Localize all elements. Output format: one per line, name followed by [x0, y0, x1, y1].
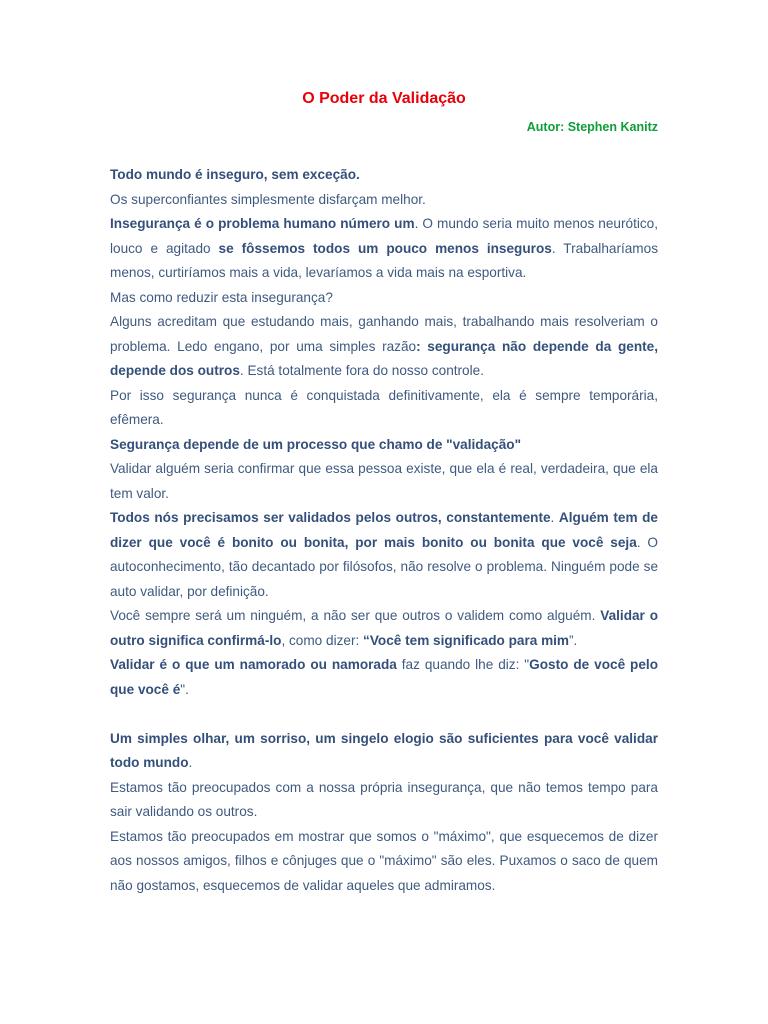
text-run: Você sempre será um ninguém, a não ser que outros o validem como alguém. — [110, 608, 601, 623]
paragraph — [110, 653, 658, 702]
bold-text-run: Todos nós precisamos ser validados pelos outros, constantemente — [110, 510, 551, 525]
paragraph — [110, 433, 658, 458]
text-run: . O mundo seria muito menos neurótico, louco e agitado — [110, 216, 658, 256]
text-run: Os superconfiantes simplesmente disfarçam melhor. — [110, 191, 426, 207]
paragraph — [110, 188, 658, 213]
text-run: faz quando lhe diz: " — [396, 657, 530, 672]
paragraph — [110, 506, 658, 604]
text-run: . O autoconhecimento, tão decantado por filósofos, não resolve o problema. Ninguém pode se auto validar, por definição. — [110, 534, 658, 599]
document-author: Autor: Stephen Kanitz — [526, 120, 658, 134]
bold-text-run: Gosto de você pelo que você é — [110, 657, 659, 697]
paragraph — [110, 457, 658, 506]
text-run: , como dizer: — [281, 632, 364, 648]
paragraph — [110, 384, 658, 433]
bold-text-run: Insegurança é o problema humano número um — [110, 216, 415, 231]
text-run: Mas como reduzir esta insegurança? — [110, 289, 333, 305]
bold-text-run: “Você tem significado para mim — [363, 632, 570, 648]
document-body — [110, 163, 658, 898]
text-run: Alguns acreditam que estudando mais, ganhando mais, trabalhando mais resolveriam o problema. Ledo engano, por uma simples razão — [110, 314, 658, 354]
text-run: ”. — [569, 632, 578, 648]
bold-text-run: Validar o outro significa confirmá-lo — [110, 608, 659, 648]
paragraph — [110, 825, 658, 899]
paragraph — [110, 310, 658, 384]
bold-text-run: Validar é o que um namorado ou namorada — [110, 657, 397, 672]
text-run: . — [550, 510, 559, 525]
bold-text-run: se fôssemos todos um pouco menos inseguros — [210, 240, 552, 256]
text-run: . Trabalharíamos menos, curtiríamos mais a vida, levaríamos a vida mais na esportiva. — [110, 240, 658, 280]
bold-text-run: Alguém tem de dizer que você é bonito ou bonita, por mais bonito ou bonita que você seja — [110, 510, 658, 550]
text-run: Estamos tão preocupados com a nossa própria insegurança, que não temos tempo para sair validando os outros. — [110, 779, 658, 819]
paragraph — [110, 604, 658, 653]
bold-text-run: : segurança não depende da gente, depende dos outros — [110, 338, 658, 378]
bold-text-run: Segurança depende de um processo que chamo de "validação" — [110, 436, 522, 452]
paragraph — [110, 212, 658, 286]
text-run: ". — [180, 681, 189, 697]
paragraph — [110, 727, 658, 776]
text-run: Estamos tão preocupados em mostrar que somos o "máximo", que esquecemos de dizer aos nossos amigos, filhos e cônjuges que o "máximo" são eles. Puxamos o saco de quem não gostamos, esquecemos de validar aqueles que admiramos. — [110, 828, 658, 893]
paragraph — [110, 163, 658, 188]
paragraph-gap — [110, 702, 658, 727]
text-run: . — [188, 755, 193, 770]
bold-text-run: Todo mundo é inseguro, sem exceção. — [110, 167, 360, 182]
text-run: Por isso segurança nunca é conquistada definitivamente, ela é sempre temporária, efêmera. — [110, 387, 658, 427]
text-run: . Está totalmente fora do nosso controle. — [239, 363, 484, 378]
paragraph — [110, 286, 658, 311]
paragraph — [110, 776, 658, 825]
document-title: O Poder da Validação — [302, 90, 466, 107]
bold-text-run: Um simples olhar, um sorriso, um singelo elogio são suficientes para você validar todo mundo — [110, 730, 658, 770]
text-run: Validar alguém seria confirmar que essa pessoa existe, que ela é real, verdadeira, que ela tem valor. — [110, 461, 658, 501]
